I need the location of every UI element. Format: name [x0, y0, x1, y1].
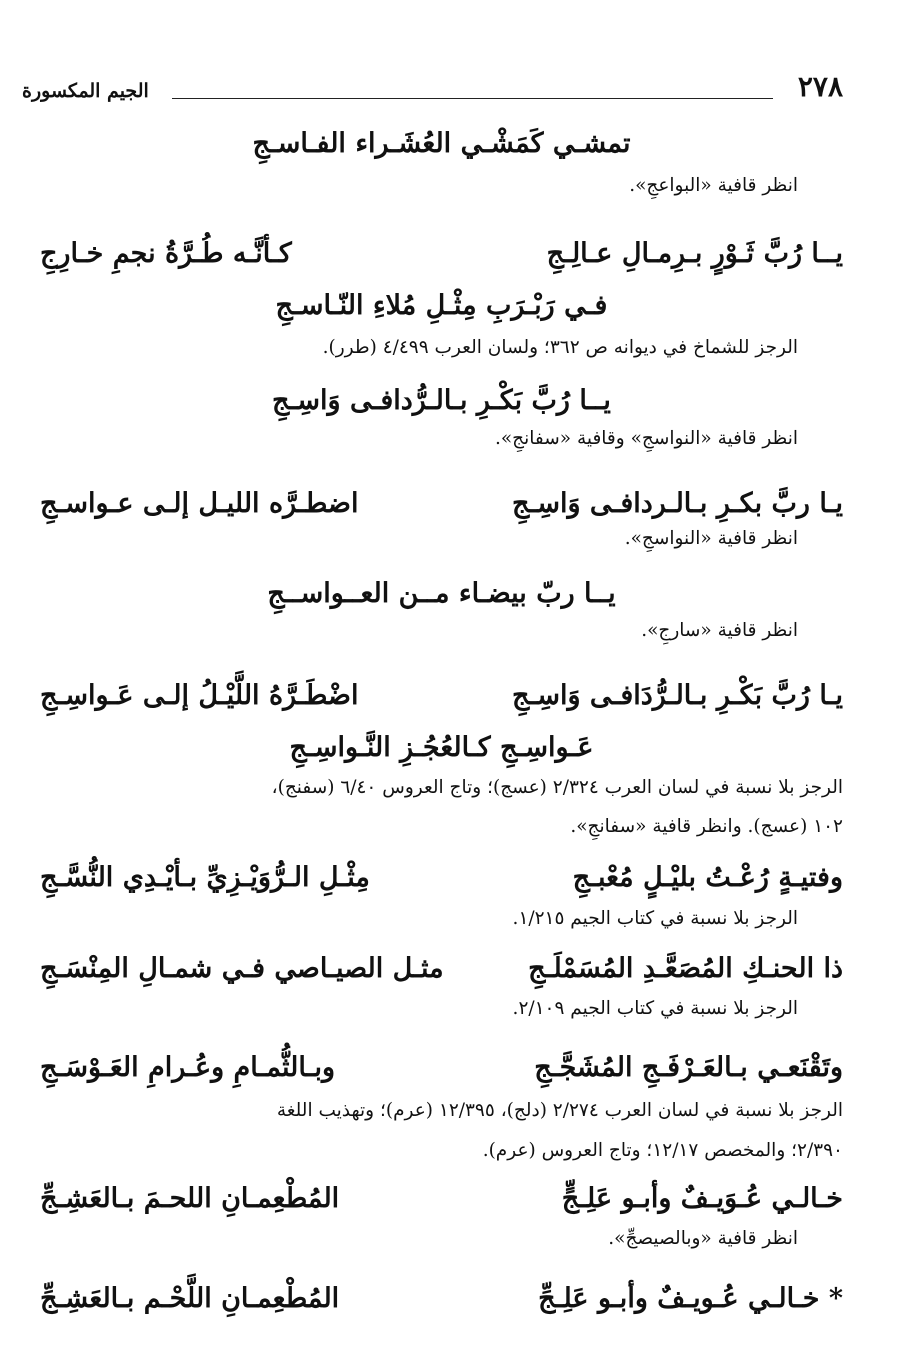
- page-number: ٢٧٨: [797, 70, 843, 103]
- verse-line: [40, 862, 843, 902]
- verse-line: [40, 680, 843, 720]
- annotation-note: ١٠٢ (عسج). وانظر قافية «سفانجِ».: [570, 816, 843, 837]
- verse-line: [40, 238, 843, 278]
- annotation-note: الرجز بلا نسبة في لسان العرب ٢/٢٧٤ (دلج)، ١٢/٣٩٥ (عرم)؛ وتهذيب اللغة: [276, 1100, 843, 1121]
- annotation-note: انظر قافية «النواسجِ».: [624, 528, 798, 549]
- verse-second-hemistich: المُطْعِمـانِ اللحـمَ بـالعَشِـجِّ: [40, 1183, 340, 1214]
- verse-second-hemistich: وبـالثُّمـامِ وعُـرامِ العَـوْسَـجِ: [40, 1052, 336, 1083]
- verse-line: يــا ربّ بيضـاء مــن العــواســجِ: [267, 578, 616, 609]
- verse-line: تمشـي كَمَشْـي العُشَـراء الفـاسـجِ: [252, 128, 631, 159]
- verse-first-hemistich: يــا رُبَّ ثَـوْرٍ بـرِمـالِ عـالِـجِ: [546, 238, 843, 269]
- verse-line: [40, 488, 843, 528]
- annotation-note: انظر قافية «النواسجِ» وقافية «سفانجِ».: [494, 428, 798, 449]
- annotation-note: الرجز بلا نسبة في كتاب الجيم ١/٢١٥.: [512, 908, 798, 929]
- annotation-note: انظر قافية «البواعجِ».: [629, 175, 798, 196]
- verse-second-hemistich: مثـل الصيـاصي فـي شمـالِ المِنْسَـجِ: [40, 953, 444, 984]
- verse-line: عَـواسِـجِ كـالعُجُـزِ النَّـواسِـجِ: [289, 732, 594, 763]
- verse-first-hemistich: * خـالـي عُـويـفٌ وأبـو عَلِـجِّ: [538, 1283, 843, 1314]
- page-header: [22, 70, 843, 106]
- annotation-note: الرجز للشماخ في ديوانه ص ٣٦٢؛ ولسان العرب ٤/٤٩٩ (طرر).: [322, 337, 798, 358]
- verse-line: [40, 1052, 843, 1092]
- annotation-note: انظر قافية «سارجِ».: [641, 620, 798, 641]
- verse-line: [40, 953, 843, 993]
- verse-line: يــا رُبَّ بَكْـرِ بـالـرُّدافـى وَاسِـجِ: [272, 385, 611, 416]
- verse-first-hemistich: خـالـي عُـوَيـفٌ وأبـو عَلِـجٍّ: [561, 1183, 843, 1214]
- annotation-note: الرجز بلا نسبة في كتاب الجيم ٢/١٠٩.: [512, 998, 798, 1019]
- verse-line: فـي رَبْـرَبِ مِثْـلِ مُلاءِ النّـاسـجِ: [275, 290, 608, 321]
- verse-second-hemistich: كـأنَّـه طُـرَّةُ نجمِ خـارِجِ: [40, 238, 292, 269]
- verse-second-hemistich: المُطْعِمـانِ اللَّحْـم بـالعَشِـجِّ: [40, 1283, 340, 1314]
- verse-first-hemistich: وتَقْنَعـي بـالعَـرْفَـجِ المُشَجَّـجِ: [534, 1052, 843, 1083]
- verse-second-hemistich: مِثْـلِ الـرُّوَيْـزِيِّ بـأيْـدِي النُّسَّـجِ: [40, 862, 370, 893]
- verse-first-hemistich: يـا رُبَّ بَكْـرِ بـالـرُّدَافـى وَاسِـجِ: [512, 680, 843, 711]
- verse-second-hemistich: اضطـرَّه الليـل إلـى عـواسـجِ: [40, 488, 359, 519]
- annotation-note: الرجز بلا نسبة في لسان العرب ٢/٣٢٤ (عسج)؛ وتاج العروس ٦/٤٠ (سفنج)،: [271, 777, 843, 798]
- running-title: الجيم المكسورة: [22, 80, 149, 102]
- verse-line: [40, 1283, 843, 1323]
- annotation-note: انظر قافية «وبالصيصجِّ».: [608, 1228, 798, 1249]
- verse-first-hemistich: ذا الحنـكِ المُصَعَّـدِ المُسَمْلَـجِ: [528, 953, 843, 984]
- annotation-note: ٢/٣٩٠؛ والمخصص ١٢/١٧؛ وتاج العروس (عرم).: [482, 1140, 843, 1161]
- verse-first-hemistich: وفتيـةٍ رُعْـتُ بليْـلٍ مُعْبـجِ: [572, 862, 843, 893]
- header-rule: [172, 98, 773, 99]
- verse-second-hemistich: اضْطَـرَّهُ اللَّيْـلُ إلـى عَـواسِـجِ: [40, 680, 359, 711]
- verse-line: [40, 1183, 843, 1223]
- verse-first-hemistich: يـا ربَّ بكـرِ بـالـردافـى وَاسِـجِ: [512, 488, 843, 519]
